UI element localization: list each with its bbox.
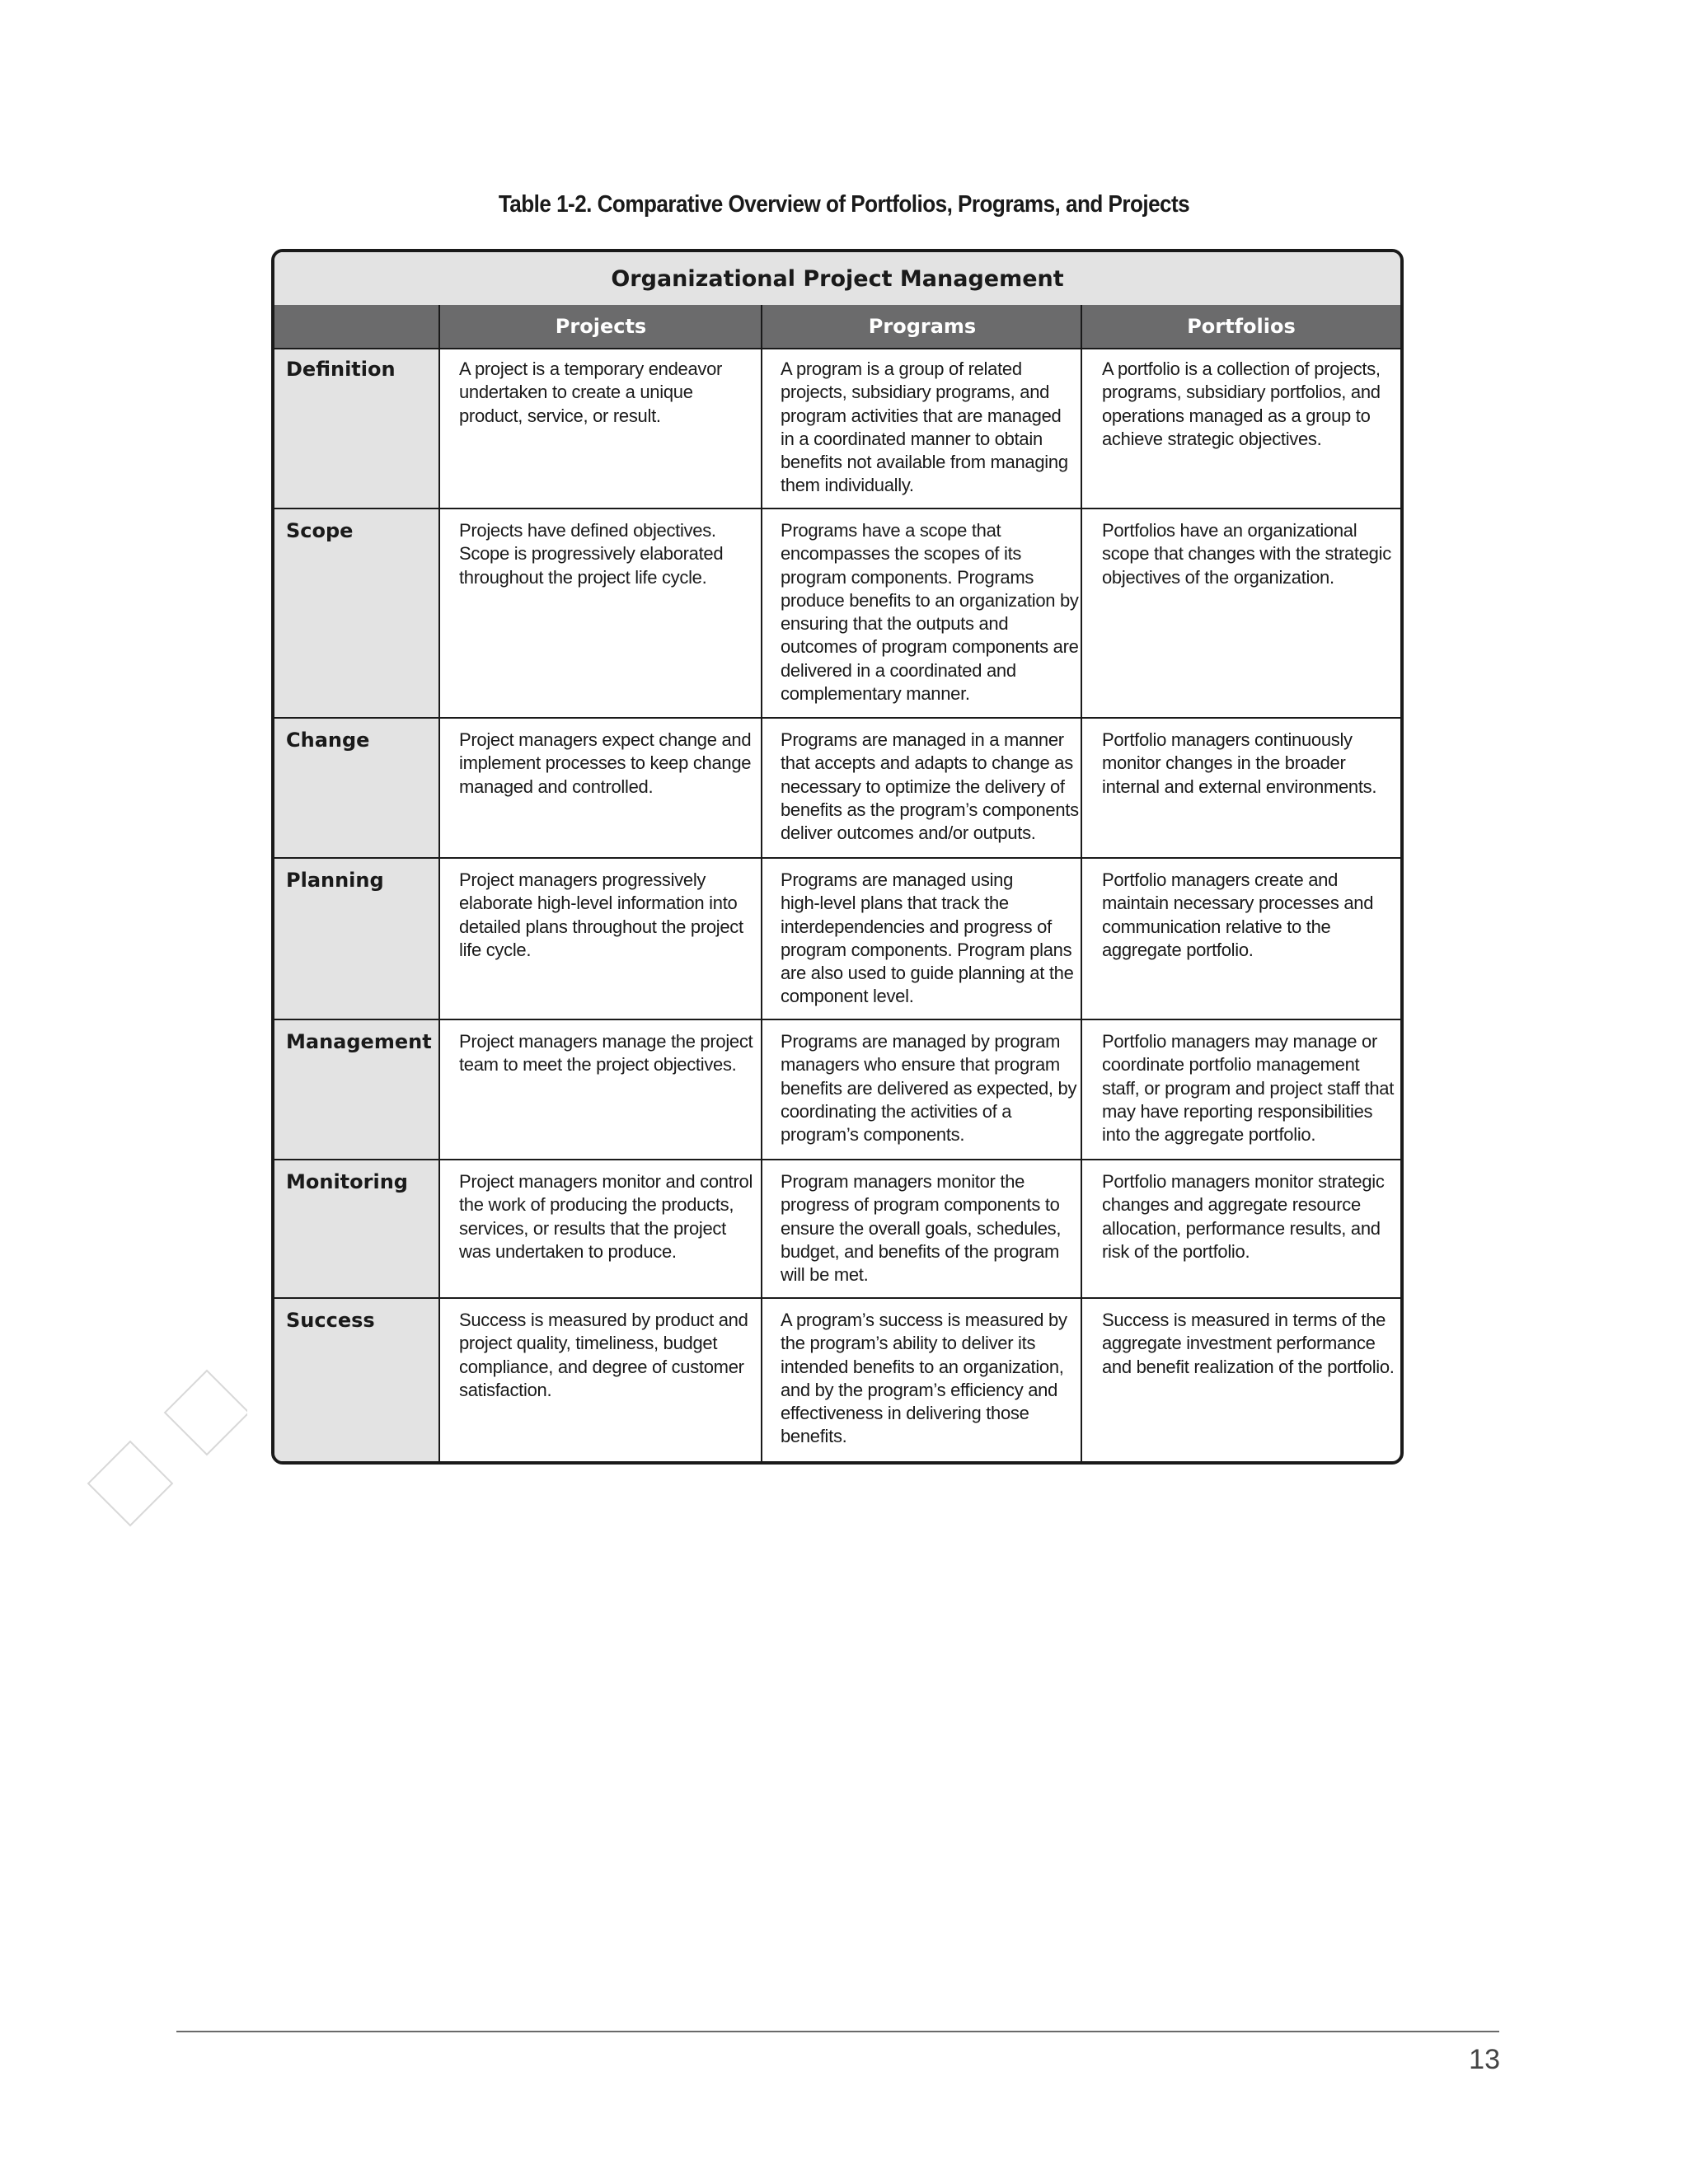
cell-line: maintain necessary processes and: [1102, 893, 1374, 914]
column-divider: [438, 305, 440, 1461]
cell-line: in a coordinated manner to obtain: [781, 428, 1043, 449]
table-title: Organizational Project Management: [274, 252, 1400, 307]
cell-line: high-level plans that track the: [781, 893, 1009, 914]
cell-line: compliance, and degree of customer: [459, 1356, 744, 1377]
table-row: [274, 859, 1400, 1020]
cell-line: benefits.: [781, 1426, 847, 1447]
cell-line: Programs have a scope that: [781, 520, 1001, 541]
cell-line: coordinate portfolio management: [1102, 1054, 1360, 1076]
cell-line: benefits as the program’s components: [781, 799, 1079, 820]
cell-line: the work of producing the products,: [459, 1194, 734, 1216]
cell-line: managed and controlled.: [459, 776, 654, 797]
row-label: Management: [286, 1030, 432, 1053]
cell-line: A program is a group of related: [781, 359, 1022, 379]
row-label: Definition: [286, 358, 396, 381]
cell-line: monitor changes in the broader: [1102, 752, 1346, 774]
cell-line: A portfolio is a collection of projects,: [1102, 359, 1381, 379]
cell-line: services, or results that the project: [459, 1217, 726, 1239]
cell-line: detailed plans throughout the project: [459, 916, 743, 937]
cell-line: Portfolio managers create and: [1102, 869, 1339, 890]
table-row: [274, 1299, 1400, 1461]
cell-line: Programs are managed by program: [781, 1031, 1061, 1052]
column-header-portfolios: Portfolios: [1187, 315, 1296, 338]
cell-line: throughout the project life cycle.: [459, 566, 707, 588]
cell-programs: [781, 729, 1079, 845]
cell-line: benefits not available from managing: [781, 452, 1068, 473]
cell-line: elaborate high-level information into: [459, 893, 738, 914]
column-divider: [1081, 305, 1082, 1461]
cell-line: A project is a temporary endeavor: [459, 359, 723, 379]
cell-line: Portfolio managers may manage or: [1102, 1031, 1378, 1052]
cell-line: that accepts and adapts to change as: [781, 752, 1073, 774]
cell-line: necessary to optimize the delivery of: [781, 776, 1065, 797]
cell-line: Portfolios have an organizational: [1102, 520, 1357, 541]
table-row: [274, 1160, 1400, 1299]
cell-line: implement processes to keep change: [459, 752, 752, 774]
cell-line: team to meet the project objectives.: [459, 1054, 737, 1076]
cell-line: outcomes of program components are: [781, 636, 1079, 658]
cell-line: communication relative to the: [1102, 916, 1331, 937]
cell-portfolios: [1102, 729, 1376, 799]
cell-projects: [459, 869, 743, 962]
cell-line: staff, or program and project staff that: [1102, 1077, 1395, 1099]
cell-line: encompasses the scopes of its: [781, 543, 1022, 565]
cell-projects: [459, 1030, 753, 1077]
page-number: 13: [1469, 2044, 1500, 2075]
cell-line: product, service, or result.: [459, 405, 661, 426]
cell-line: scope that changes with the strategic: [1102, 543, 1391, 565]
column-divider: [761, 305, 762, 1461]
cell-portfolios: [1102, 869, 1373, 962]
cell-programs: [781, 1170, 1061, 1286]
table-row: [274, 509, 1400, 719]
cell-line: complementary manner.: [781, 683, 970, 705]
cell-line: Program managers monitor the: [781, 1171, 1025, 1192]
cell-line: Project managers expect change and: [459, 729, 752, 750]
cell-line: effectiveness in delivering those: [781, 1403, 1029, 1424]
cell-line: Portfolio managers continuously: [1102, 729, 1353, 750]
cell-line: project quality, timeliness, budget: [459, 1333, 718, 1354]
cell-projects: [459, 358, 722, 428]
cell-portfolios: [1102, 1030, 1394, 1146]
cell-line: component level.: [781, 986, 914, 1007]
row-label: Planning: [286, 869, 384, 892]
cell-line: projects, subsidiary programs, and: [781, 382, 1050, 403]
cell-line: satisfaction.: [459, 1379, 552, 1400]
cell-line: Success is measured in terms of the: [1102, 1310, 1386, 1330]
cell-line: program components. Program plans: [781, 939, 1072, 960]
cell-portfolios: [1102, 519, 1391, 589]
column-header-projects: Projects: [555, 315, 647, 338]
cell-line: into the aggregate portfolio.: [1102, 1124, 1316, 1146]
cell-line: changes and aggregate resource: [1102, 1194, 1361, 1216]
cell-line: Project managers progressively: [459, 869, 706, 890]
cell-line: the program’s ability to deliver its: [781, 1333, 1036, 1354]
table-caption: Table 1-2. Comparative Overview of Portfolios, Programs, and Projects: [498, 191, 1190, 218]
cell-programs: [781, 358, 1068, 498]
cell-line: programs, subsidiary portfolios, and: [1102, 382, 1381, 403]
cell-line: them individually.: [781, 475, 914, 496]
cell-line: ensure the overall goals, schedules,: [781, 1217, 1062, 1239]
cell-projects: [459, 729, 751, 799]
row-label: Scope: [286, 519, 354, 542]
cell-line: may have reporting responsibilities: [1102, 1100, 1373, 1122]
cell-projects: [459, 1309, 748, 1402]
cell-line: Programs are managed using: [781, 869, 1014, 890]
cell-line: managers who ensure that program: [781, 1054, 1060, 1076]
cell-line: aggregate investment performance: [1102, 1333, 1376, 1354]
cell-portfolios: [1102, 1309, 1395, 1379]
table-row: [274, 1020, 1400, 1160]
cell-line: life cycle.: [459, 939, 532, 960]
cell-line: undertaken to create a unique: [459, 382, 693, 403]
cell-line: objectives of the organization.: [1102, 566, 1334, 588]
cell-line: allocation, performance results, and: [1102, 1217, 1381, 1239]
cell-line: risk of the portfolio.: [1102, 1240, 1250, 1262]
cell-line: Projects have defined objectives.: [459, 520, 716, 541]
cell-line: Scope is progressively elaborated: [459, 543, 724, 565]
cell-line: interdependencies and progress of: [781, 916, 1052, 937]
column-header-row: [274, 305, 1400, 349]
diamond-watermark-icon: [82, 1368, 247, 1533]
cell-line: budget, and benefits of the program: [781, 1240, 1060, 1262]
cell-line: Programs are managed in a manner: [781, 729, 1064, 750]
row-label: Success: [286, 1309, 375, 1332]
cell-line: was undertaken to produce.: [459, 1240, 677, 1262]
cell-line: and benefit realization of the portfolio.: [1102, 1356, 1395, 1377]
cell-programs: [781, 1309, 1067, 1449]
cell-line: Success is measured by product and: [459, 1310, 748, 1330]
row-label: Monitoring: [286, 1170, 408, 1193]
cell-line: Project managers manage the project: [459, 1031, 753, 1052]
cell-line: coordinating the activities of a: [781, 1100, 1012, 1122]
cell-line: ensuring that the outputs and: [781, 613, 1009, 635]
row-label: Change: [286, 729, 370, 752]
cell-line: progress of program components to: [781, 1194, 1060, 1216]
cell-line: are also used to guide planning at the: [781, 963, 1074, 984]
cell-projects: [459, 1170, 753, 1263]
cell-line: benefits are delivered as expected, by: [781, 1077, 1077, 1099]
cell-portfolios: [1102, 358, 1381, 451]
cell-line: program’s components.: [781, 1124, 965, 1146]
column-header-programs: Programs: [868, 315, 977, 338]
cell-programs: [781, 1030, 1076, 1146]
cell-line: program components. Programs: [781, 566, 1034, 588]
table-row: [274, 719, 1400, 859]
comparison-table: [271, 249, 1404, 1465]
cell-line: intended benefits to an organization,: [781, 1356, 1064, 1377]
cell-projects: [459, 519, 723, 589]
cell-line: delivered in a coordinated and: [781, 659, 1016, 681]
table-row: [274, 348, 1400, 509]
cell-line: deliver outcomes and/or outputs.: [781, 823, 1036, 844]
cell-line: will be met.: [781, 1264, 869, 1286]
cell-line: achieve strategic objectives.: [1102, 428, 1322, 449]
cell-portfolios: [1102, 1170, 1385, 1263]
cell-line: operations managed as a group to: [1102, 405, 1371, 426]
cell-line: Portfolio managers monitor strategic: [1102, 1171, 1385, 1192]
cell-programs: [781, 519, 1079, 705]
cell-line: program activities that are managed: [781, 405, 1062, 426]
footer-rule: [176, 2031, 1499, 2032]
cell-line: produce benefits to an organization by: [781, 589, 1079, 611]
cell-line: Project managers monitor and control: [459, 1171, 753, 1192]
cell-line: A program’s success is measured by: [781, 1310, 1067, 1330]
cell-line: and by the program’s efficiency and: [781, 1379, 1058, 1400]
cell-line: internal and external environments.: [1102, 776, 1377, 797]
cell-line: aggregate portfolio.: [1102, 939, 1254, 960]
cell-programs: [781, 869, 1074, 1009]
